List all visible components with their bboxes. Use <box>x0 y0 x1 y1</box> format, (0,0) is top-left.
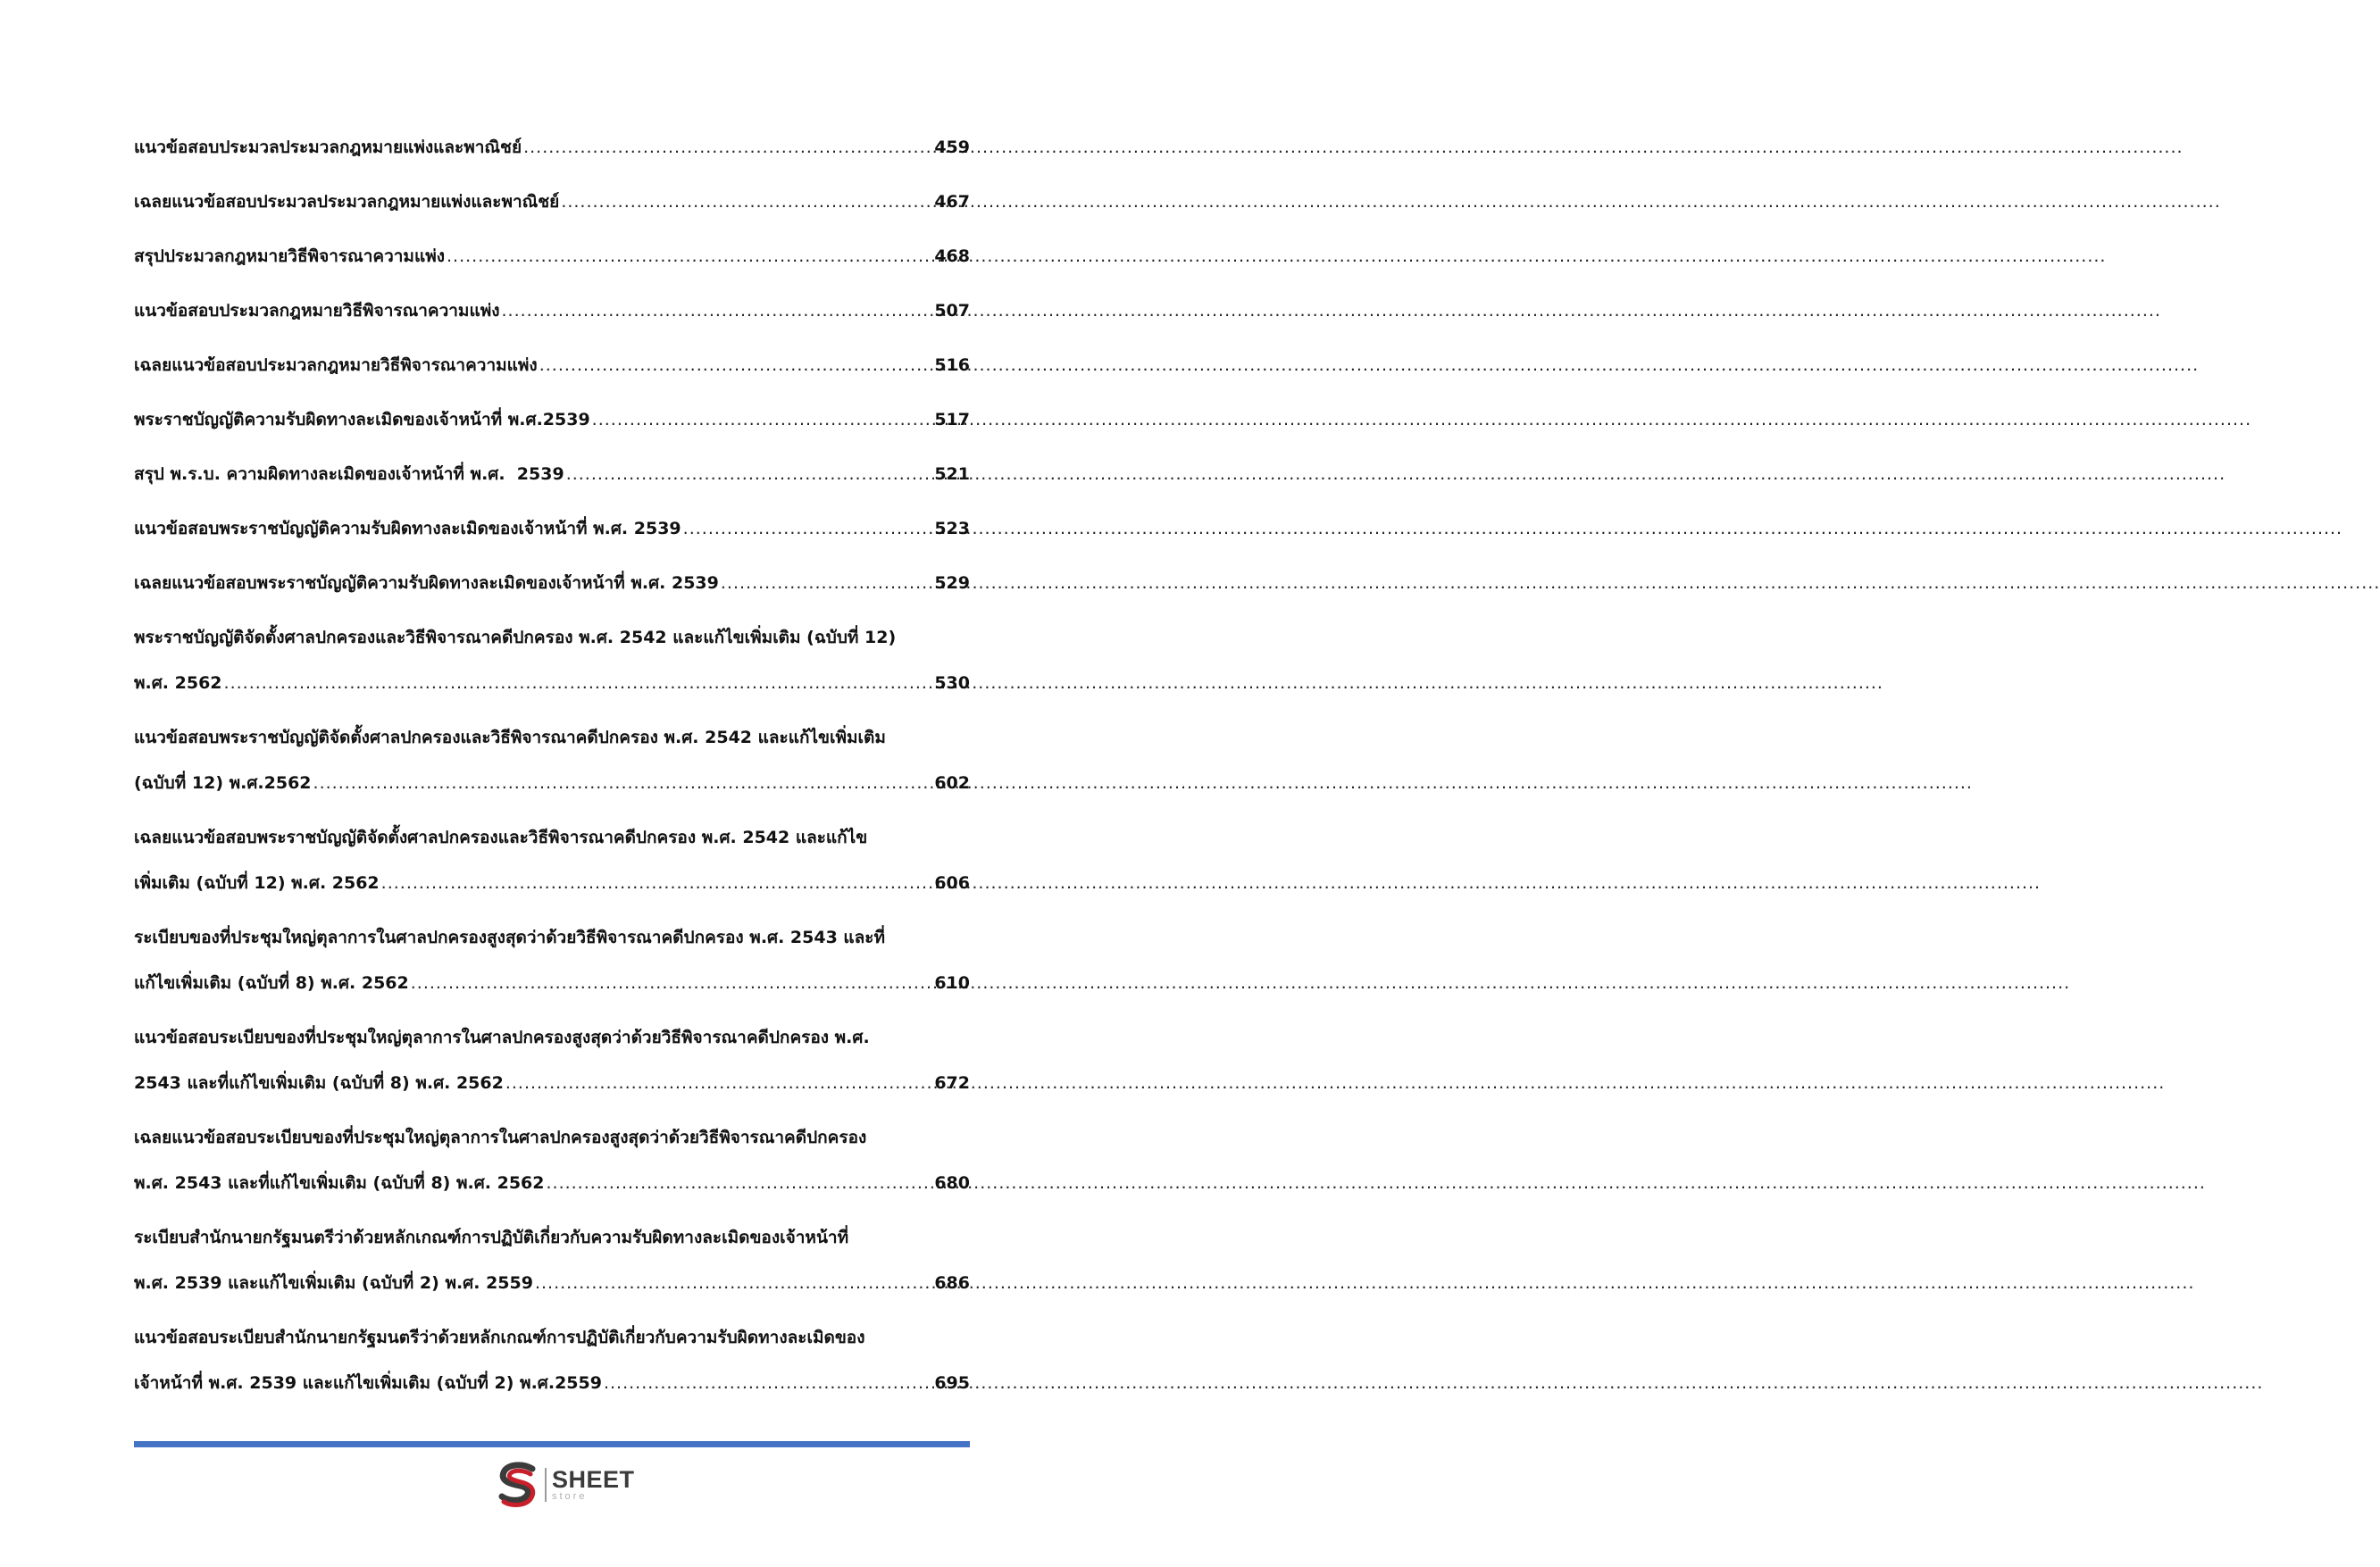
toc-entry-title: แนวข้อสอบระเบียบของที่ประชุมใหญ่ตุลาการในศาลปกครองสูงสุดว่าด้วยวิธีพิจารณาคดีปกครอง พ.ศ. <box>134 1028 870 1047</box>
toc-entry-title: แนวข้อสอบพระราชบัญญัติความรับผิดทางละเมิดของเจ้าหน้าที่ พ.ศ. 2539 <box>134 519 681 538</box>
brand-text <box>545 1468 635 1502</box>
toc-line <box>134 1068 970 1098</box>
toc-entry-title: พระราชบัญญัติความรับผิดทางละเมิดของเจ้าหน้าที่ พ.ศ.2539 <box>134 410 590 429</box>
toc-entry[interactable] <box>134 296 970 326</box>
toc-entry-title-continued: แก้ไขเพิ่มเติม (ฉบับที่ 8) พ.ศ. 2562 <box>134 973 409 993</box>
table-of-contents <box>134 132 970 1422</box>
dot-leader <box>592 404 933 435</box>
toc-entry-title-continued: (ฉบับที่ 12) พ.ศ.2562 <box>134 773 312 793</box>
sheet-store-s-logo-icon <box>497 1462 539 1508</box>
toc-line <box>134 722 970 753</box>
toc-entry-title: แนวข้อสอบประมวลประมวลกฎหมายแพ่งและพาณิชย์ <box>134 138 522 157</box>
dot-leader <box>539 350 933 380</box>
brand-subtitle: store <box>552 1491 588 1502</box>
toc-page-number: 523 <box>934 519 970 538</box>
dot-leader <box>502 296 933 326</box>
toc-page-number: 517 <box>934 410 970 429</box>
toc-entry-title: พระราชบัญญัติจัดตั้งศาลปกครองและวิธีพิจารณาคดีปกครอง พ.ศ. 2542 และแก้ไขเพิ่มเติม (ฉบับที่ 12) <box>134 628 897 647</box>
toc-line <box>134 1222 970 1253</box>
toc-entry[interactable] <box>134 187 970 217</box>
toc-entry-title-continued: 2543 และที่แก้ไขเพิ่มเติม (ฉบับที่ 8) พ.ศ. 2562 <box>134 1073 504 1093</box>
toc-entry[interactable] <box>134 568 970 598</box>
sheet-store-logo <box>497 1461 657 1509</box>
dot-leader <box>523 132 932 163</box>
toc-entry-title: แนวข้อสอบพระราชบัญญัติจัดตั้งศาลปกครองและวิธีพิจารณาคดีปกครอง พ.ศ. 2542 และแก้ไขเพิ่มเติม <box>134 728 886 747</box>
dot-leader <box>313 768 933 798</box>
toc-entry-title: แนวข้อสอบระเบียบสำนักนายกรัฐมนตรีว่าด้วยหลักเกณฑ์การปฏิบัติเกี่ยวกับความรับผิดทางละเมิดของ <box>134 1328 865 1347</box>
toc-page-number: 521 <box>934 464 970 484</box>
toc-entry-title-continued: พ.ศ. 2543 และที่แก้ไขเพิ่มเติม (ฉบับที่ 8) พ.ศ. 2562 <box>134 1173 545 1193</box>
dot-leader <box>683 513 933 544</box>
toc-line <box>134 568 970 598</box>
toc-line <box>134 668 970 698</box>
dot-leader <box>721 568 932 598</box>
toc-entry-title-continued: พ.ศ. 2539 และแก้ไขเพิ่มเติม (ฉบับที่ 2) พ.ศ. 2559 <box>134 1273 533 1293</box>
toc-line <box>134 187 970 217</box>
toc-entry-title: เฉลยแนวข้อสอบระเบียบของที่ประชุมใหญ่ตุลาการในศาลปกครองสูงสุดว่าด้วยวิธีพิจารณาคดีปกครอง <box>134 1128 867 1147</box>
toc-line <box>134 350 970 380</box>
toc-entry[interactable] <box>134 404 970 435</box>
toc-entry[interactable] <box>134 722 970 798</box>
toc-line <box>134 768 970 798</box>
toc-entry-title: เฉลยแนวข้อสอบประมวลกฎหมายวิธีพิจารณาความแพ่ง <box>134 355 538 375</box>
toc-line <box>134 1322 970 1353</box>
toc-line <box>134 622 970 653</box>
toc-page-number: 529 <box>934 573 970 593</box>
toc-entry-title-continued: เพิ่มเติม (ฉบับที่ 12) พ.ศ. 2562 <box>134 873 380 893</box>
toc-entry-title: ระเบียบสำนักนายกรัฐมนตรีว่าด้วยหลักเกณฑ์การปฏิบัติเกี่ยวกับความรับผิดทางละเมิดของเจ้าหน้าที่ <box>134 1228 849 1247</box>
toc-page-number: 610 <box>934 973 970 993</box>
toc-page-number: 686 <box>934 1273 970 1293</box>
toc-page-number: 672 <box>934 1073 970 1093</box>
dot-leader <box>535 1268 932 1298</box>
toc-line <box>134 1368 970 1398</box>
toc-page-number: 468 <box>934 246 970 266</box>
toc-entry-title: เฉลยแนวข้อสอบพระราชบัญญัติจัดตั้งศาลปกครองและวิธีพิจารณาคดีปกครอง พ.ศ. 2542 และแก้ไข <box>134 828 868 847</box>
footer-divider <box>134 1441 970 1447</box>
toc-line <box>134 241 970 271</box>
toc-page-number: 459 <box>934 138 970 157</box>
brand-name: SHEET <box>552 1466 635 1493</box>
toc-line <box>134 296 970 326</box>
toc-entry[interactable] <box>134 513 970 544</box>
toc-entry-title: เฉลยแนวข้อสอบพระราชบัญญัติความรับผิดทางละเมิดของเจ้าหน้าที่ พ.ศ. 2539 <box>134 573 719 593</box>
toc-line <box>134 1168 970 1198</box>
toc-entry[interactable] <box>134 822 970 898</box>
toc-page-number: 507 <box>934 301 970 321</box>
toc-page-number: 602 <box>934 773 970 793</box>
dot-leader <box>604 1368 932 1398</box>
toc-entry[interactable] <box>134 622 970 698</box>
dot-leader <box>561 187 932 217</box>
toc-page-number: 516 <box>934 355 970 375</box>
toc-line <box>134 868 970 898</box>
toc-entry-title: สรุป พ.ร.บ. ความผิดทางละเมิดของเจ้าหน้าที่ พ.ศ. 2539 <box>134 464 564 484</box>
toc-entry[interactable] <box>134 132 970 163</box>
toc-page-number: 530 <box>934 673 970 693</box>
toc-entry-title: ระเบียบของที่ประชุมใหญ่ตุลาการในศาลปกครองสูงสุดว่าด้วยวิธีพิจารณาคดีปกครอง พ.ศ. 2543 และที่ <box>134 928 886 947</box>
dot-leader <box>224 668 933 698</box>
toc-entry-title: สรุปประมวลกฎหมายวิธีพิจารณาความแพ่ง <box>134 246 445 266</box>
toc-page-number: 695 <box>934 1373 970 1393</box>
toc-line <box>134 513 970 544</box>
toc-entry[interactable] <box>134 459 970 489</box>
toc-page-number: 467 <box>934 192 970 212</box>
toc-line <box>134 1122 970 1153</box>
toc-entry-title-continued: พ.ศ. 2562 <box>134 673 222 693</box>
dot-leader <box>381 868 933 898</box>
toc-entry[interactable] <box>134 1022 970 1098</box>
dot-leader <box>505 1068 932 1098</box>
toc-entry[interactable] <box>134 922 970 998</box>
toc-entry[interactable] <box>134 1122 970 1198</box>
toc-entry[interactable] <box>134 1322 970 1398</box>
toc-line <box>134 1022 970 1053</box>
toc-entry[interactable] <box>134 1222 970 1298</box>
dot-leader <box>546 1168 932 1198</box>
toc-entry-title: แนวข้อสอบประมวลกฎหมายวิธีพิจารณาความแพ่ง <box>134 301 500 321</box>
toc-entry-title: เฉลยแนวข้อสอบประมวลประมวลกฎหมายแพ่งและพาณิชย์ <box>134 192 560 212</box>
toc-line <box>134 404 970 435</box>
toc-line <box>134 922 970 953</box>
toc-line <box>134 132 970 163</box>
toc-entry[interactable] <box>134 241 970 271</box>
toc-entry-title-continued: เจ้าหน้าที่ พ.ศ. 2539 และแก้ไขเพิ่มเติม (ฉบับที่ 2) พ.ศ.2559 <box>134 1373 602 1393</box>
toc-line <box>134 459 970 489</box>
toc-line <box>134 968 970 998</box>
dot-leader <box>447 241 932 271</box>
toc-page-number: 680 <box>934 1173 970 1193</box>
dot-leader <box>411 968 933 998</box>
toc-line <box>134 1268 970 1298</box>
toc-entry[interactable] <box>134 350 970 380</box>
dot-leader <box>566 459 933 489</box>
toc-page-number: 606 <box>934 873 970 893</box>
toc-line <box>134 822 970 853</box>
